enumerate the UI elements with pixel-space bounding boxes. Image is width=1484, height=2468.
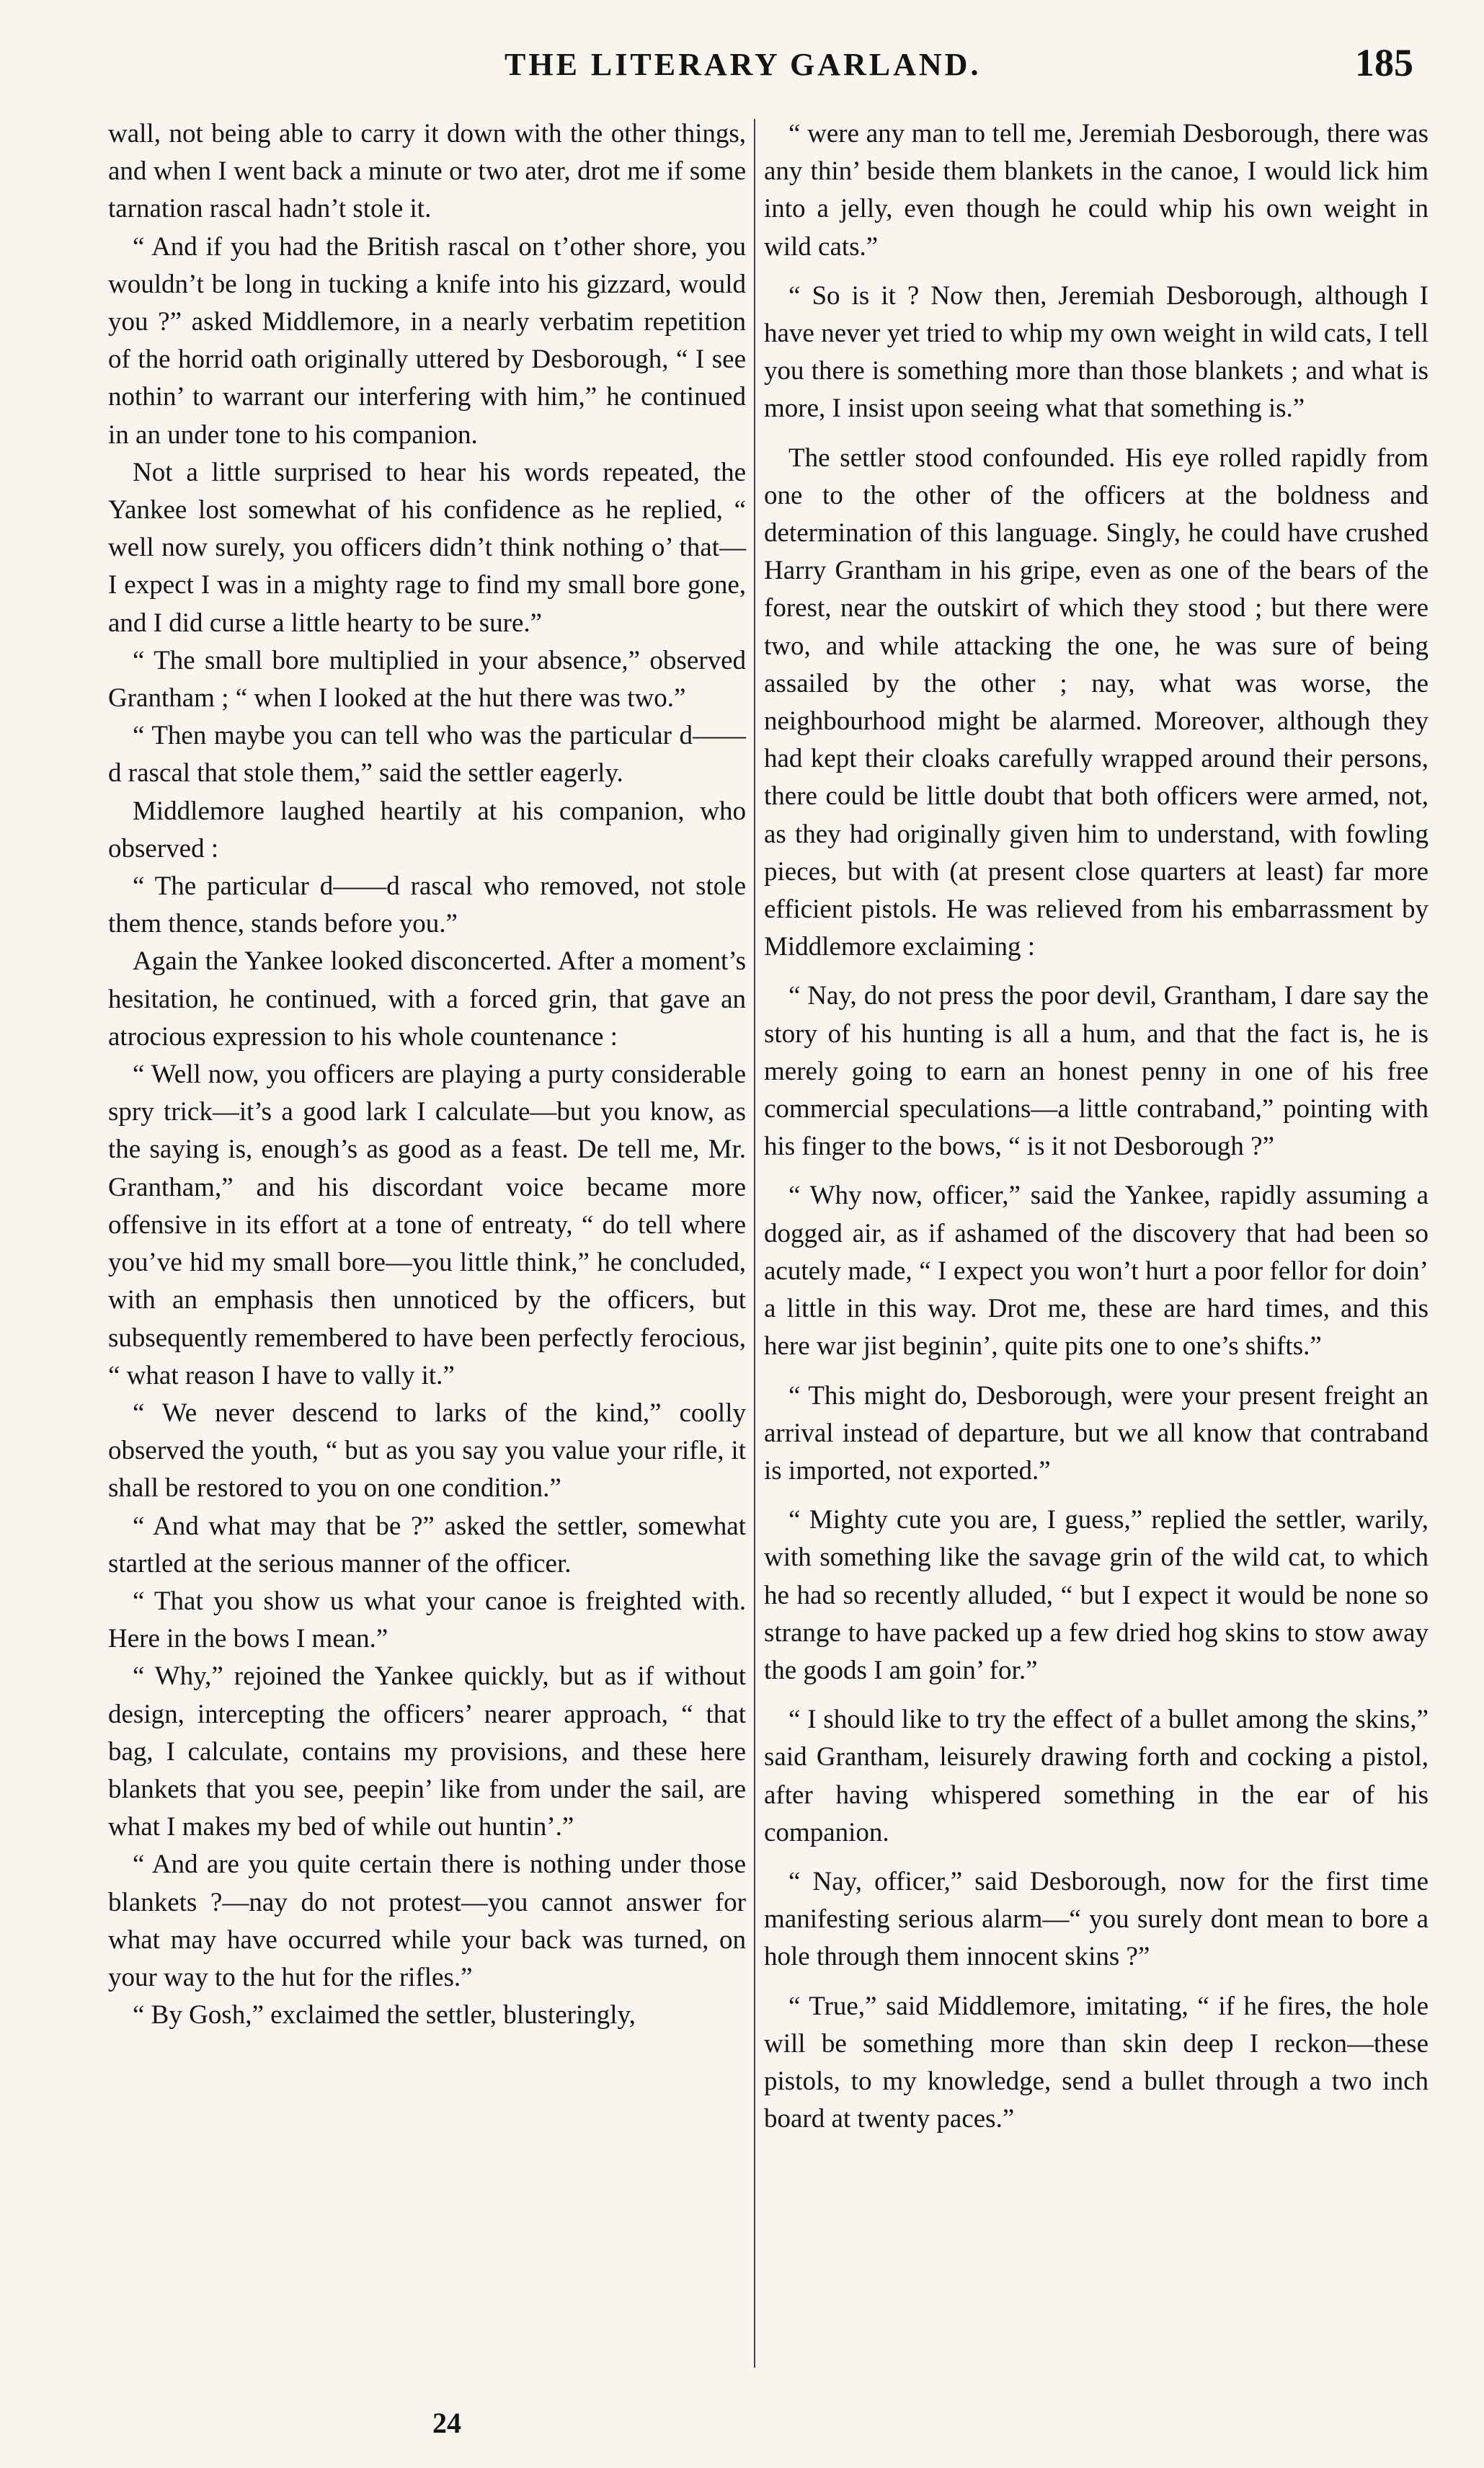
paragraph: “ Why now, officer,” said the Yankee, rapidly assuming a dogged air, as if ashamed of the discovery that had been so acutely made, “ I expect you won’t hurt a poor fellor for doin’ a little in this way. Drot me, these are hard times, and this here war jist beginin’, quite pits one to one’s shifts.” bbox=[764, 1181, 1429, 1362]
paragraph: Not a little surprised to hear his words repeated, the Yankee lost somewhat of his confidence as he replied, “ well now surely, you officers didn’t think nothing o’ that—I expect I was in a mighty rage to find my small bore gone, and I did curse a little hearty to be sure.” bbox=[108, 457, 746, 638]
page-number: 185 bbox=[1355, 41, 1413, 84]
paragraph: “ The particular d——d rascal who removed, not stole them thence, stands before you.” bbox=[108, 871, 746, 939]
paragraph: “ were any man to tell me, Jeremiah Desborough, there was any thin’ beside them blankets in the canoe, I would lick him into a jelly, even though he could whip his own weight in wild cats.” bbox=[764, 119, 1429, 262]
paragraph: “ And what may that be ?” asked the settler, somewhat startled at the serious manner of the officer. bbox=[108, 1511, 746, 1579]
paragraph: The settler stood confounded. His eye rolled rapidly from one to the other of the officers at the boldness and determination of this language. Singly, he could have crushed Harry Grantham in his gripe, even as one of the bears of the forest, near the outskirt of which they stood ; but there were two, and while attacking the one, he was sure of being assailed by the other ; nay, what was worse, the neighbourhood might be alarmed. Moreover, although they had kept their cloaks carefully wrapped around their persons, there could be little doubt that both officers were armed, not, as they had originally given him to understand, with fowling pieces, but with (at present close quarters at least) far more efficient pistols. He was relieved from his embarrassment by Middlemore exclaiming : bbox=[764, 443, 1429, 962]
paragraph: “ And are you quite certain there is nothing under those blankets ?—nay do not protest—you cannot answer for what may have occurred while your back was turned, on your way to the hut for the rifles.” bbox=[108, 1850, 746, 1992]
paragraph: “ Well now, you officers are playing a purty considerable spry trick—it’s a good lark I calculate—but you know, as the saying is, enough’s as good as a feast. De tell me, Mr. Grantham,” and his discordant voice became more offensive in its effort at a tone of entreaty, “ do tell where you’ve hid my small bore—you little think,” he concluded, with an emphasis then unnoticed by the officers, but subsequently remembered to have been perfectly ferocious, “ what reason I have to vally it.” bbox=[108, 1060, 746, 1390]
paragraph: “ Why,” rejoined the Yankee quickly, but as if without design, intercepting the officers’ nearer approach, “ that bag, I calculate, contains my provisions, and these here blankets that you see, peepin’ like from under the sail, are what I makes my bed of while out huntin’.” bbox=[108, 1661, 746, 1842]
paragraph: “ This might do, Desborough, were your present freight an arrival instead of departure, but we all know that contraband is imported, not exported.” bbox=[764, 1380, 1429, 1486]
right-column bbox=[764, 115, 1429, 2149]
paragraph: “ Nay, officer,” said Desborough, now for the first time manifesting serious alarm—“ you surely dont mean to bore a hole through them innocent skins ?” bbox=[764, 1866, 1429, 1972]
signature-mark: 24 bbox=[432, 2407, 461, 2439]
paragraph: “ I should like to try the effect of a bullet among the skins,” said Grantham, leisurely drawing forth and cocking a pistol, after having whispered something in the ear of his companion. bbox=[764, 1705, 1429, 1847]
paragraph: “ Mighty cute you are, I guess,” replied the settler, warily, with something like the savage grin of the wild cat, to which he had so recently alluded, “ but I expect it would be none so strange to have packed up a few dried hog skins to stow away the goods I am goin’ for.” bbox=[764, 1505, 1429, 1685]
paragraph: “ The small bore multiplied in your absence,” observed Grantham ; “ when I looked at the hut there was two.” bbox=[108, 645, 746, 714]
left-column bbox=[108, 115, 746, 2034]
paragraph: “ By Gosh,” exclaimed the settler, blusteringly, bbox=[133, 2000, 636, 2030]
paragraph: “ Nay, do not press the poor devil, Grantham, I dare say the story of his hunting is all a hum, and that the fact is, he is merely going to earn an honest penny in one of his free commercial speculations—a little contraband,” pointing with his finger to the bows, “ is it not Desborough ?” bbox=[764, 981, 1429, 1162]
paragraph: Middlemore laughed heartily at his companion, who observed : bbox=[108, 796, 746, 864]
running-title: THE LITERARY GARLAND. bbox=[505, 47, 982, 82]
paragraph: “ That you show us what your canoe is freighted with. Here in the bows I mean.” bbox=[108, 1586, 746, 1654]
paragraph: “ So is it ? Now then, Jeremiah Desborough, although I have never yet tried to whip my own weight in wild cats, I tell you there is something more than those blankets ; and what is more, I insist upon seeing what that something is.” bbox=[764, 280, 1429, 424]
column-divider bbox=[754, 119, 755, 2368]
paragraph: “ And if you had the British rascal on t’other shore, you wouldn’t be long in tucking a knife into his gizzard, would you ?” asked Middlemore, in a nearly verbatim repetition of the horrid oath originally uttered by Desborough, “ I see nothin’ to warrant our interfering with him,” he continued in an under tone to his companion. bbox=[108, 231, 746, 450]
paragraph: “ True,” said Middlemore, imitating, “ if he fires, the hole will be something more than skin deep I reckon—these pistols, to my knowledge, send a bullet through a two inch board at twenty paces.” bbox=[764, 1991, 1429, 2134]
page-header bbox=[0, 36, 1484, 101]
paragraph: wall, not being able to carry it down with the other things, and when I went back a minute or two ater, drot me if some tarnation rascal hadn’t stole it. bbox=[108, 119, 746, 224]
paragraph: “ We never descend to larks of the kind,” coolly observed the youth, “ but as you say you value your rifle, it shall be restored to you on one condition.” bbox=[108, 1398, 746, 1504]
paragraph: “ Then maybe you can tell who was the particular d——d rascal that stole them,” said the settler eagerly. bbox=[108, 721, 746, 789]
paragraph: Again the Yankee looked disconcerted. After a moment’s hesitation, he continued, with a forced grin, that gave an atrocious expression to his whole countenance : bbox=[108, 946, 746, 1052]
